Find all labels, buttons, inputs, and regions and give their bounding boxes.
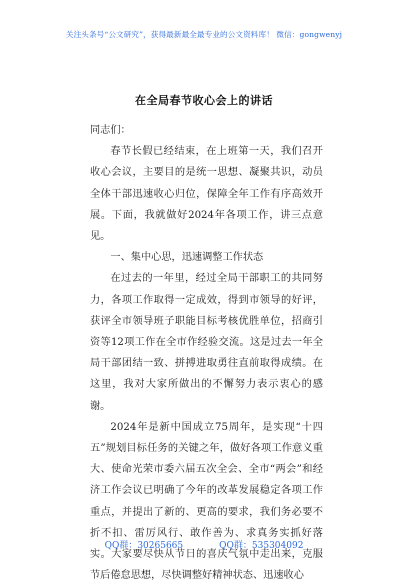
paragraph-2024: 2024年是新中国成立75周年，是实现“十四五”规划目标任务的关键之年，做好各项工作意义重大、使命光荣市委六届五次全会、全市“两会”和经济工作会议已明确了今年的改革发展稳定各项工作重点，并提出了新的、更高的要求，我们务必要不折不扣、雷厉风行、敢作善为、求真务实抓好落实。大家要尽快从节日的喜庆气氛中走出来，克服节后倦怠思想，尽快调整好精神状态、迅速收心 bbox=[90, 421, 323, 582]
footer-qq-group-1: QQ群：30265665 bbox=[104, 541, 184, 551]
header-notice: 关注头条号“公文研究”，获得最新最全最专业的公文资料库！ 微信：gongwenyj bbox=[65, 30, 343, 39]
greeting: 同志们： bbox=[90, 125, 131, 136]
section-heading-1: 一、集中心思，迅速调整工作状态 bbox=[110, 252, 264, 264]
paragraph-intro: 春节长假已经结束，在上班第一天，我们召开收心会议，主要目的是统一思想、凝聚共识，动员全体干部迅速收心归位，保障全年工作有序高效开展。下面，我就做好2024年各项工作，讲三点意见。 bbox=[90, 146, 323, 243]
footer-qq-groups bbox=[0, 538, 408, 551]
paragraph-review: 在过去的一年里，经过全局干部职工的共同努力，各项工作取得一定成效，得到市领导的好评，获评全市领导班子职能目标考核优胜单位，招商引资等12项工作在全市作经验交流。这是过去一年全局干部团结一致、拼搏进取勇往直前取得成绩。在这里，我对大家所做出的不懈努力表示衷心的感谢。 bbox=[90, 273, 323, 412]
document-body bbox=[90, 120, 323, 586]
footer-qq-group-2: QQ群：535304092 bbox=[219, 541, 304, 551]
document-title: 在全局春节收心会上的讲话 bbox=[135, 94, 273, 107]
